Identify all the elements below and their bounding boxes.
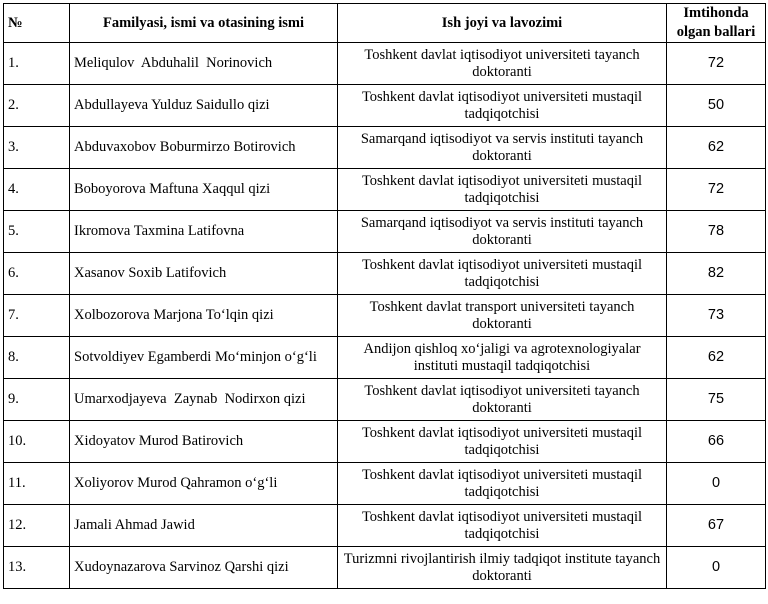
workplace-position: Toshkent davlat iqtisodiyot universiteti tayanch doktoranti bbox=[338, 379, 667, 421]
exam-score: 66 bbox=[667, 421, 766, 463]
table-row bbox=[4, 295, 766, 337]
person-full-name: Xasanov Soxib Latifovich bbox=[70, 253, 338, 295]
exam-score: 75 bbox=[667, 379, 766, 421]
workplace-position: Toshkent davlat iqtisodiyot universiteti mustaqil tadqiqotchisi bbox=[338, 253, 667, 295]
exam-score: 62 bbox=[667, 127, 766, 169]
person-full-name: Meliqulov Abduhalil Norinovich bbox=[70, 43, 338, 85]
person-full-name: Abdullayeva Yulduz Saidullo qizi bbox=[70, 85, 338, 127]
table-row bbox=[4, 379, 766, 421]
exam-score: 78 bbox=[667, 211, 766, 253]
workplace-position: Toshkent davlat iqtisodiyot universiteti mustaqil tadqiqotchisi bbox=[338, 169, 667, 211]
workplace-position: Toshkent davlat iqtisodiyot universiteti mustaqil tadqiqotchisi bbox=[338, 85, 667, 127]
person-full-name: Abduvaxobov Boburmirzo Botirovich bbox=[70, 127, 338, 169]
table-row bbox=[4, 169, 766, 211]
exam-score: 67 bbox=[667, 505, 766, 547]
row-number: 7. bbox=[4, 295, 70, 337]
header-exam-score: Imtihonda olgan ballari bbox=[667, 4, 766, 43]
workplace-position: Toshkent davlat iqtisodiyot universiteti mustaqil tadqiqotchisi bbox=[338, 505, 667, 547]
exam-score: 73 bbox=[667, 295, 766, 337]
person-full-name: Sotvoldiyev Egamberdi Mo‘minjon o‘g‘li bbox=[70, 337, 338, 379]
workplace-position: Turizmni rivojlantirish ilmiy tadqiqot institute tayanch doktoranti bbox=[338, 547, 667, 589]
person-full-name: Boboyorova Maftuna Xaqqul qizi bbox=[70, 169, 338, 211]
exam-score: 72 bbox=[667, 169, 766, 211]
row-number: 11. bbox=[4, 463, 70, 505]
row-number: 13. bbox=[4, 547, 70, 589]
table-body bbox=[4, 43, 766, 589]
workplace-position: Samarqand iqtisodiyot va servis instituti tayanch doktoranti bbox=[338, 211, 667, 253]
table-row bbox=[4, 547, 766, 589]
table-row bbox=[4, 85, 766, 127]
workplace-position: Toshkent davlat iqtisodiyot universiteti tayanch doktoranti bbox=[338, 43, 667, 85]
person-full-name: Xoliyorov Murod Qahramon o‘g‘li bbox=[70, 463, 338, 505]
row-number: 5. bbox=[4, 211, 70, 253]
person-full-name: Xolbozorova Marjona To‘lqin qizi bbox=[70, 295, 338, 337]
table-row bbox=[4, 421, 766, 463]
header-number: № bbox=[4, 4, 70, 43]
row-number: 4. bbox=[4, 169, 70, 211]
exam-score: 0 bbox=[667, 547, 766, 589]
row-number: 12. bbox=[4, 505, 70, 547]
table-row bbox=[4, 463, 766, 505]
row-number: 2. bbox=[4, 85, 70, 127]
header-workplace-position: Ish joyi va lavozimi bbox=[338, 4, 667, 43]
row-number: 9. bbox=[4, 379, 70, 421]
workplace-position: Toshkent davlat iqtisodiyot universiteti mustaqil tadqiqotchisi bbox=[338, 463, 667, 505]
header-full-name: Familyasi, ismi va otasining ismi bbox=[70, 4, 338, 43]
exam-results-table bbox=[3, 3, 766, 589]
row-number: 3. bbox=[4, 127, 70, 169]
table-header bbox=[4, 4, 766, 43]
exam-score: 0 bbox=[667, 463, 766, 505]
row-number: 8. bbox=[4, 337, 70, 379]
table-row bbox=[4, 253, 766, 295]
workplace-position: Toshkent davlat iqtisodiyot universiteti mustaqil tadqiqotchisi bbox=[338, 421, 667, 463]
table-row bbox=[4, 127, 766, 169]
table-row bbox=[4, 43, 766, 85]
row-number: 6. bbox=[4, 253, 70, 295]
person-full-name: Umarxodjayeva Zaynab Nodirxon qizi bbox=[70, 379, 338, 421]
exam-score: 82 bbox=[667, 253, 766, 295]
workplace-position: Andijon qishloq xo‘jaligi va agrotexnologiyalar instituti mustaqil tadqiqotchisi bbox=[338, 337, 667, 379]
table-row bbox=[4, 337, 766, 379]
table-row bbox=[4, 505, 766, 547]
workplace-position: Samarqand iqtisodiyot va servis instituti tayanch doktoranti bbox=[338, 127, 667, 169]
exam-score: 50 bbox=[667, 85, 766, 127]
workplace-position: Toshkent davlat transport universiteti tayanch doktoranti bbox=[338, 295, 667, 337]
exam-score: 62 bbox=[667, 337, 766, 379]
person-full-name: Ikromova Taxmina Latifovna bbox=[70, 211, 338, 253]
table-row bbox=[4, 211, 766, 253]
person-full-name: Xudoynazarova Sarvinoz Qarshi qizi bbox=[70, 547, 338, 589]
person-full-name: Jamali Ahmad Jawid bbox=[70, 505, 338, 547]
row-number: 1. bbox=[4, 43, 70, 85]
person-full-name: Xidoyatov Murod Batirovich bbox=[70, 421, 338, 463]
exam-score: 72 bbox=[667, 43, 766, 85]
row-number: 10. bbox=[4, 421, 70, 463]
